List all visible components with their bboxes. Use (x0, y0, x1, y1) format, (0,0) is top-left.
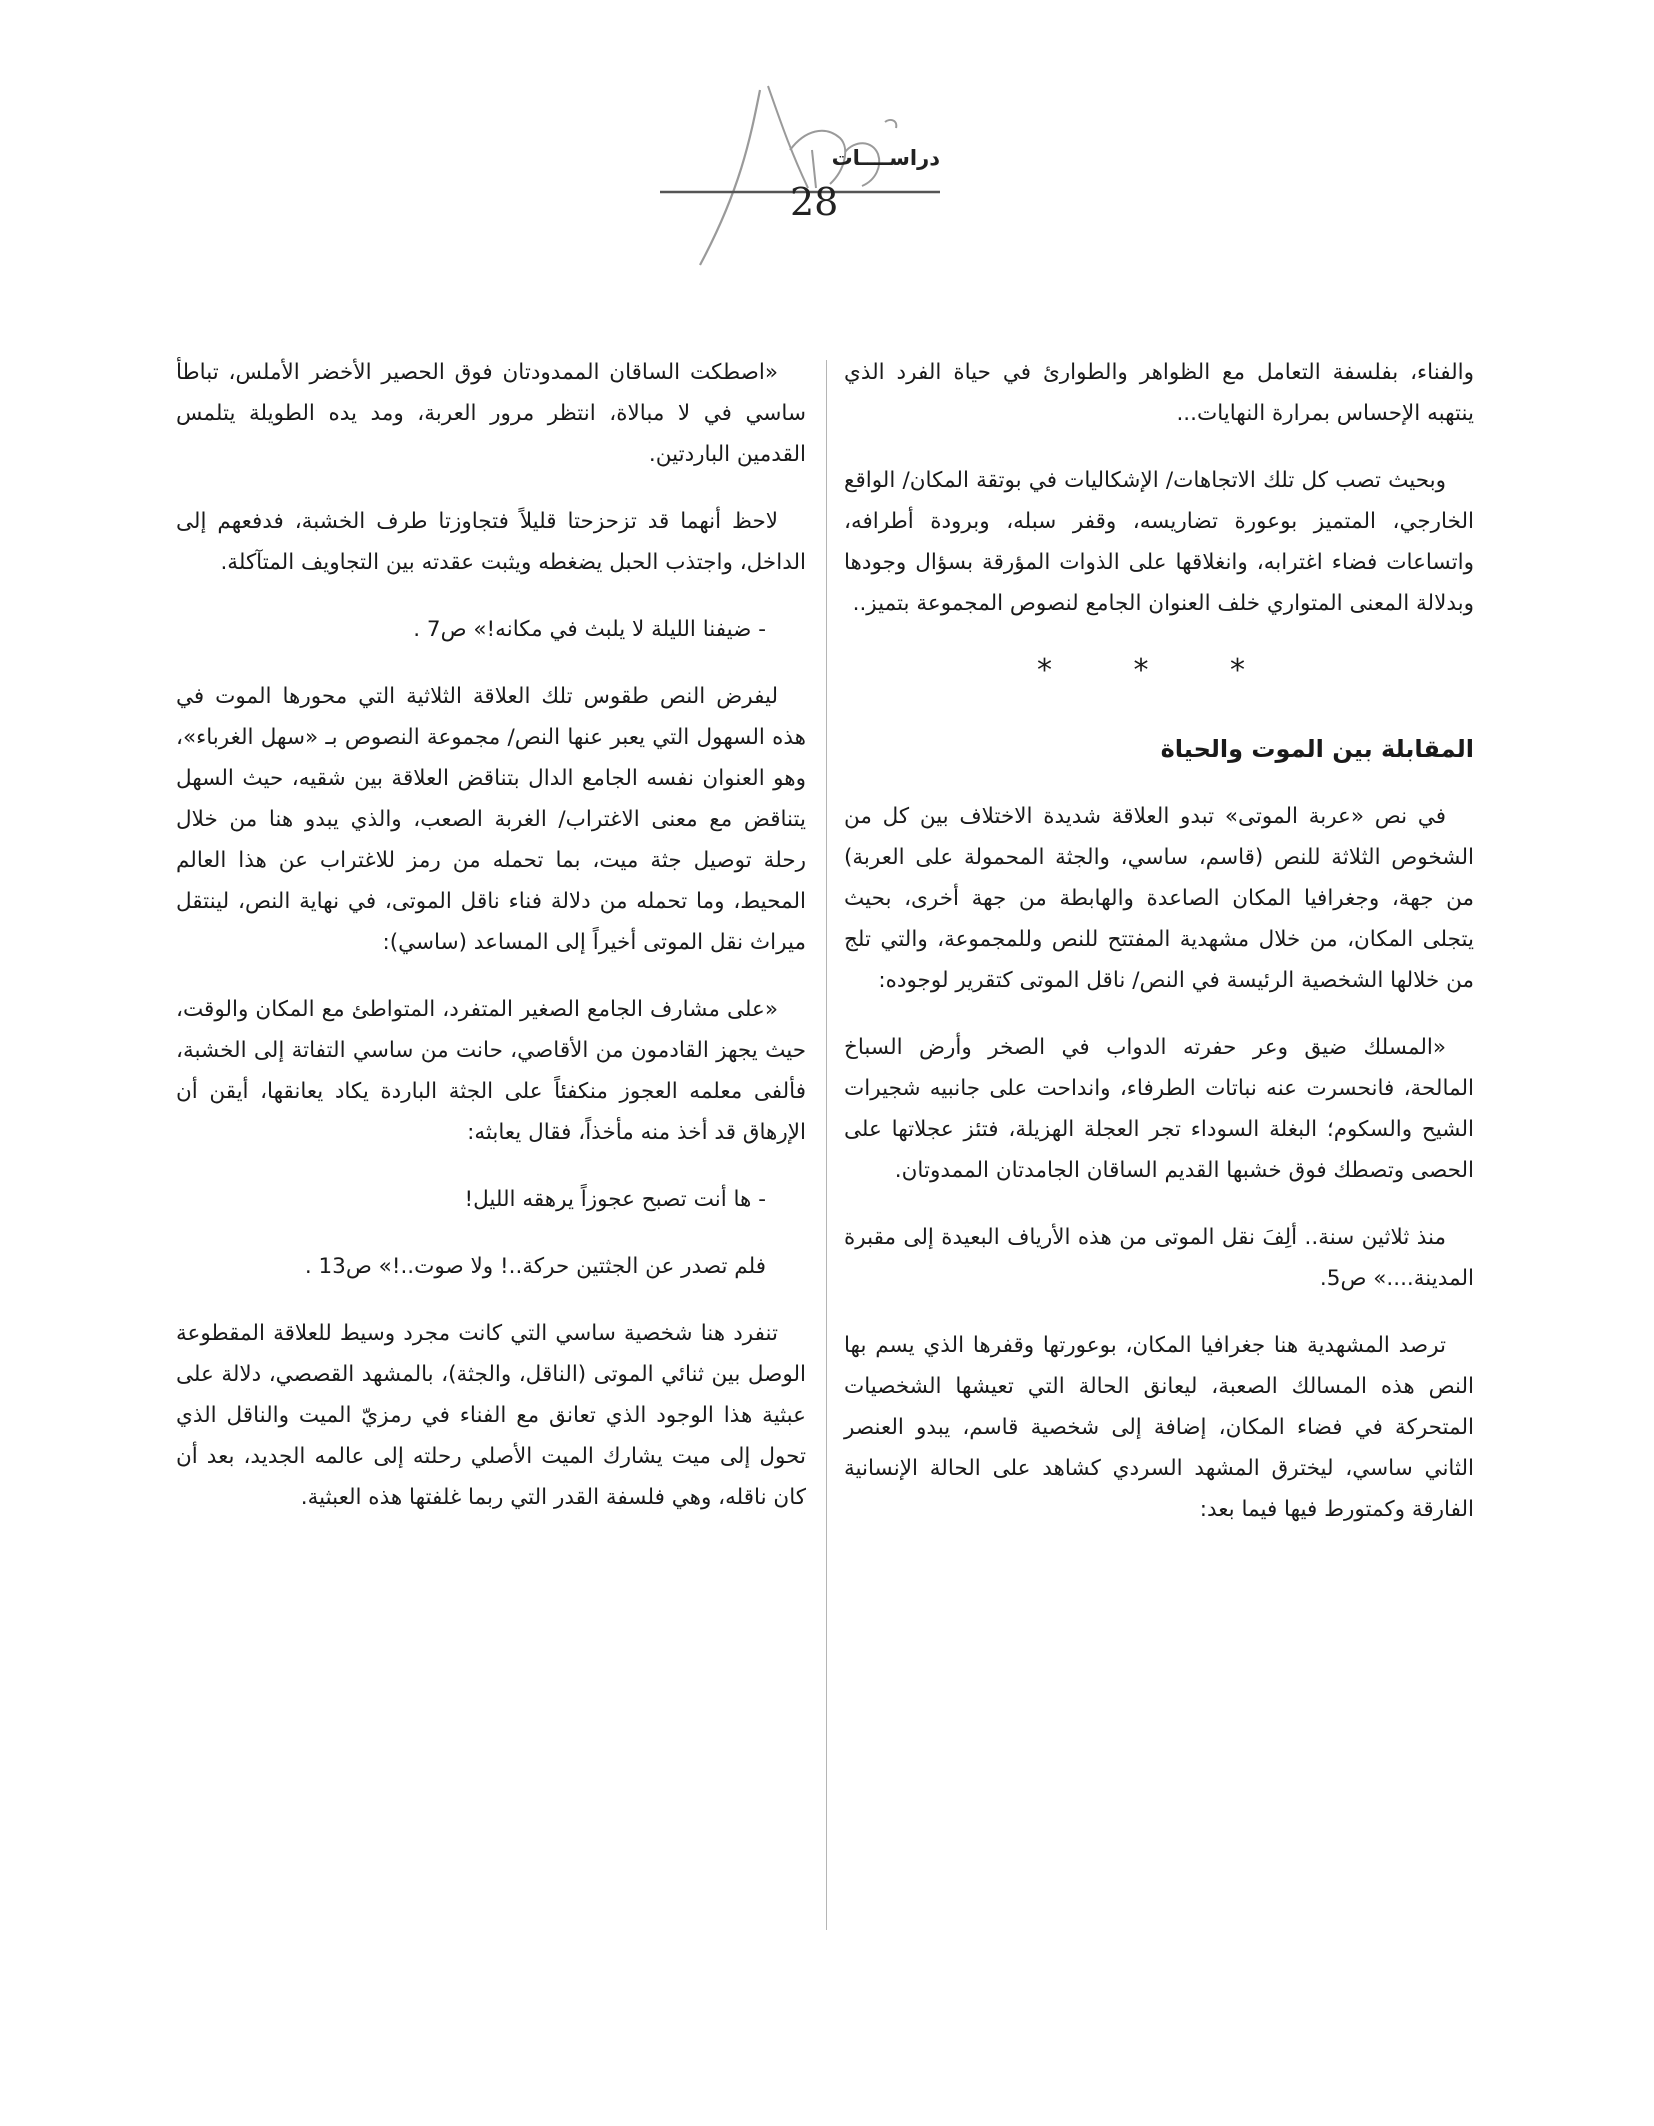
left-column (176, 352, 806, 1544)
quote-paragraph: - ها أنت تصبح عجوزاً يرهقه الليل! (464, 1187, 766, 1212)
page-header (640, 80, 1000, 270)
paragraph: ليفرض النص طقوس تلك العلاقة الثلاثية التي محورها الموت في هذه السهول التي يعبر عنها النص/ مجموعة النصوص بـ «سهل الغرباء»، وهو العنوان نفسه الجامع الدال بتناقض العلاقة بين شقيه، حيث السهل يتناقض مع معنى الاغتراب/ الغربة الصعب، والذي يبدو هنا من خلال رحلة توصيل جثة ميت، بما تحمله من رمز للاغتراب عن هذا العالم المحيط، وما تحمله من دلالة فناء ناقل الموتى، في نهاية النص، لينتقل ميراث نقل الموتى أخيراً إلى المساعد (ساسي): (176, 684, 806, 955)
paragraph: وبحيث تصب كل تلك الاتجاهات/ الإشكاليات في بوتقة المكان/ الواقع الخارجي، المتميز بوعورة تضاريسه، وقفر سبله، وبرودة أطرافه، واتساعات فضاء اغترابه، وانغلاقها على الذوات المؤرقة بسؤال وجودها وبدلالة المعنى المتواري خلف العنوان الجامع لنصوص المجموعة بتميز.. (844, 468, 1474, 616)
section-heading: المقابلة بين الموت والحياة (1160, 735, 1474, 763)
section-label: دراســــات (831, 146, 940, 170)
quote-paragraph: «المسلك ضيق وعر حفرته الدواب في الصخر وأرض السباخ المالحة، فانحسرت عنه نباتات الطرفاء، وانداحت على جانبيه شجيرات الشيح والسكوم؛ البغلة السوداء تجر العجلة الهزيلة، فتئز عجلاتها على الحصى وتصطك فوق خشبها القديم الساقان الجامدتان الممدوتان. (844, 1035, 1474, 1183)
quote-paragraph: «على مشارف الجامع الصغير المتفرد، المتواطئ مع المكان والوقت، حيث يجهز القادمون من الأقاصي، حانت من ساسي التفاتة إلى الخشبة، فألفى معلمه العجوز منكفئاً على الجثة الباردة يكاد يعانقها، أيقن أن الإرهاق قد أخذ منه مأخذاً، فقال يعابثه: (176, 997, 806, 1145)
quote-paragraph: منذ ثلاثين سنة.. ألِفَ نقل الموتى من هذه الأرياف البعيدة إلى مقبرة المدينة....» ص5. (844, 1225, 1474, 1291)
quote-paragraph: «اصطكت الساقان الممدودتان فوق الحصير الأخضر الأملس، تباطأ ساسي في لا مبالاة، انتظر مرور العربة، ومد يده الطويلة يتلمس القدمين الباردتين. (176, 360, 806, 467)
page-number: 28 (790, 180, 839, 224)
quote-paragraph: فلم تصدر عن الجثتين حركة..! ولا صوت..!» ص13 . (304, 1254, 766, 1279)
section-separator: * * * (1036, 653, 1282, 688)
magazine-logo-icon (640, 80, 1000, 270)
paragraph: تنفرد هنا شخصية ساسي التي كانت مجرد وسيط للعلاقة المقطوعة الوصل بين ثنائي الموتى (الناقل، والجثة)، بالمشهد القصصي، دلالة على عبثية هذا الوجود الذي تعانق مع الفناء في رمزيّ الميت والناقل الذي تحول إلى ميت يشارك الميت الأصلي رحلته إلى عالمه الجديد، بعد أن كان ناقله، وهي فلسفة القدر التي ربما غلفتها هذه العبثية. (176, 1321, 806, 1510)
paragraph: والفناء، بفلسفة التعامل مع الظواهر والطوارئ في حياة الفرد الذي ينتهبه الإحساس بمرارة النهايات... (844, 360, 1474, 426)
right-column (844, 352, 1474, 1556)
paragraph: في نص «عربة الموتى» تبدو العلاقة شديدة الاختلاف بين كل من الشخوص الثلاثة للنص (قاسم، ساسي، والجثة المحمولة على العربة) من جهة، وجغرافيا المكان الصاعدة والهابطة من جهة أخرى، بحيث يتجلى المكان، من خلال مشهدية المفتتح للنص وللمجموعة، والتي تلج من خلالها الشخصية الرئيسة في النص/ ناقل الموتى كتقرير لوجوده: (844, 804, 1474, 993)
column-divider (826, 360, 827, 1930)
paragraph: ترصد المشهدية هنا جغرافيا المكان، بوعورتها وقفرها الذي يسم بها النص هذه المسالك الصعبة، ليعانق الحالة التي تعيشها الشخصيات المتحركة في فضاء المكان، إضافة إلى شخصية قاسم، يبدو العنصر الثاني ساسي، ليخترق المشهد السردي كشاهد على الحالة الإنسانية الفارقة وكمتورط فيها فيما بعد: (844, 1333, 1474, 1522)
quote-paragraph: - ضيفنا الليلة لا يلبث في مكانه!» ص7 . (413, 617, 766, 642)
quote-paragraph: لاحظ أنهما قد تزحزحتا قليلاً فتجاوزتا طرف الخشبة، فدفعهم إلى الداخل، واجتذب الحبل يضغطه ويثبت عقدته بين التجاويف المتآكلة. (176, 509, 806, 575)
